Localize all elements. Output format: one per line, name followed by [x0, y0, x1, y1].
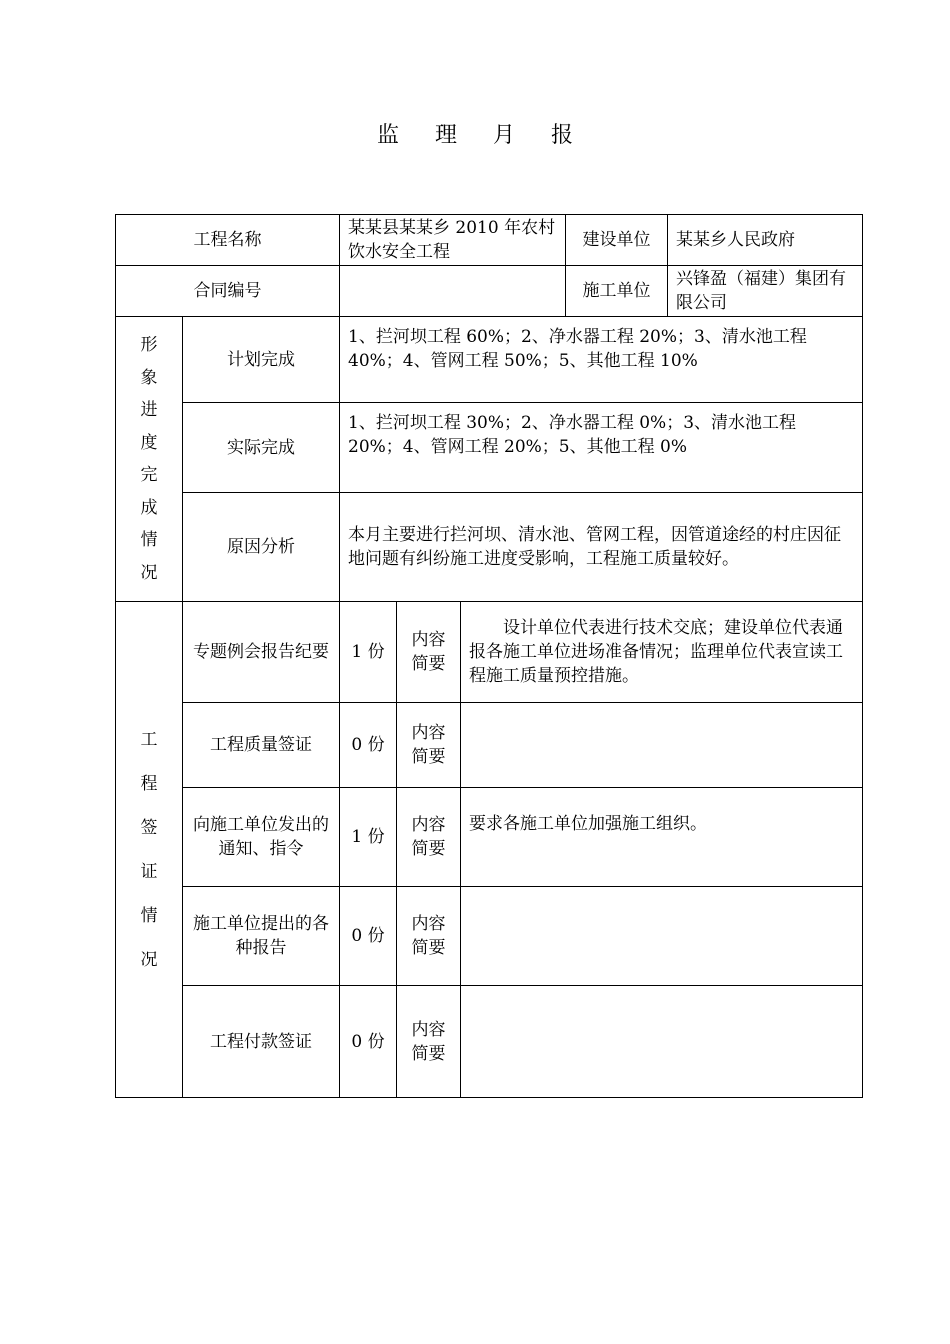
- title-char: 报: [551, 123, 574, 148]
- meeting-label: 专题例会报告纪要: [183, 602, 340, 703]
- visa-row-notice: [116, 788, 863, 887]
- report-summary-label: 内容简要: [397, 887, 461, 986]
- payment-count: 0 份: [340, 986, 397, 1098]
- project-name-value: 某某县某某乡 2010 年农村饮水安全工程: [340, 215, 566, 266]
- visa-row-report: [116, 887, 863, 986]
- actual-text: 1、拦河坝工程 30%；2、净水器工程 0%；3、清水池工程 20%；4、管网工程 20%；5、其他工程 0%: [340, 403, 863, 493]
- payment-summary-label: 内容简要: [397, 986, 461, 1098]
- visa-row-quality: [116, 703, 863, 788]
- quality-count: 0 份: [340, 703, 397, 788]
- notice-count: 1 份: [340, 788, 397, 887]
- meeting-summary-label: 内容简要: [397, 602, 461, 703]
- builder-label: 建设单位: [566, 215, 668, 266]
- progress-row-plan: [116, 317, 863, 403]
- contract-label: 合同编号: [116, 266, 340, 317]
- progress-row-actual: [116, 403, 863, 493]
- contractor-value: 兴锋盈（福建）集团有限公司: [668, 266, 863, 317]
- visa-row-meeting: [116, 602, 863, 703]
- reason-text: 本月主要进行拦河坝、清水池、管网工程，因管道途经的村庄因征地问题有纠纷施工进度受影响，工程施工质量较好。: [340, 493, 863, 602]
- visa-section-label: 工 程 签 证 情 况: [116, 602, 183, 1098]
- report-count: 0 份: [340, 887, 397, 986]
- meeting-count: 1 份: [340, 602, 397, 703]
- notice-label: 向施工单位发出的通知、指令: [183, 788, 340, 887]
- quality-summary-label: 内容简要: [397, 703, 461, 788]
- contract-value: [340, 266, 566, 317]
- project-name-label: 工程名称: [116, 215, 340, 266]
- plan-label: 计划完成: [183, 317, 340, 403]
- plan-text: 1、拦河坝工程 60%；2、净水器工程 20%；3、清水池工程 40%；4、管网工程 50%；5、其他工程 10%: [340, 317, 863, 403]
- report-table-main: [115, 214, 863, 1098]
- progress-section-label: 形 象 进 度 完 成 情 况: [116, 317, 183, 602]
- payment-text: [461, 986, 863, 1098]
- document-title: [0, 118, 950, 149]
- builder-value: 某某乡人民政府: [668, 215, 863, 266]
- header-row-project: [116, 215, 863, 266]
- report-text: [461, 887, 863, 986]
- actual-label: 实际完成: [183, 403, 340, 493]
- notice-summary-label: 内容简要: [397, 788, 461, 887]
- reason-label: 原因分析: [183, 493, 340, 602]
- notice-text: 要求各施工单位加强施工组织。: [461, 788, 863, 887]
- payment-label: 工程付款签证: [183, 986, 340, 1098]
- contractor-label: 施工单位: [566, 266, 668, 317]
- progress-row-reason: [116, 493, 863, 602]
- quality-label: 工程质量签证: [183, 703, 340, 788]
- quality-text: [461, 703, 863, 788]
- visa-row-payment: [116, 986, 863, 1098]
- header-row-contract: [116, 266, 863, 317]
- title-char: 理: [434, 123, 457, 148]
- title-char: 监: [376, 123, 399, 148]
- report-label: 施工单位提出的各种报告: [183, 887, 340, 986]
- meeting-text: 设计单位代表进行技术交底；建设单位代表通报各施工单位进场准备情况；监理单位代表宣读工程施工质量预控措施。: [461, 602, 863, 703]
- title-char: 月: [493, 123, 516, 148]
